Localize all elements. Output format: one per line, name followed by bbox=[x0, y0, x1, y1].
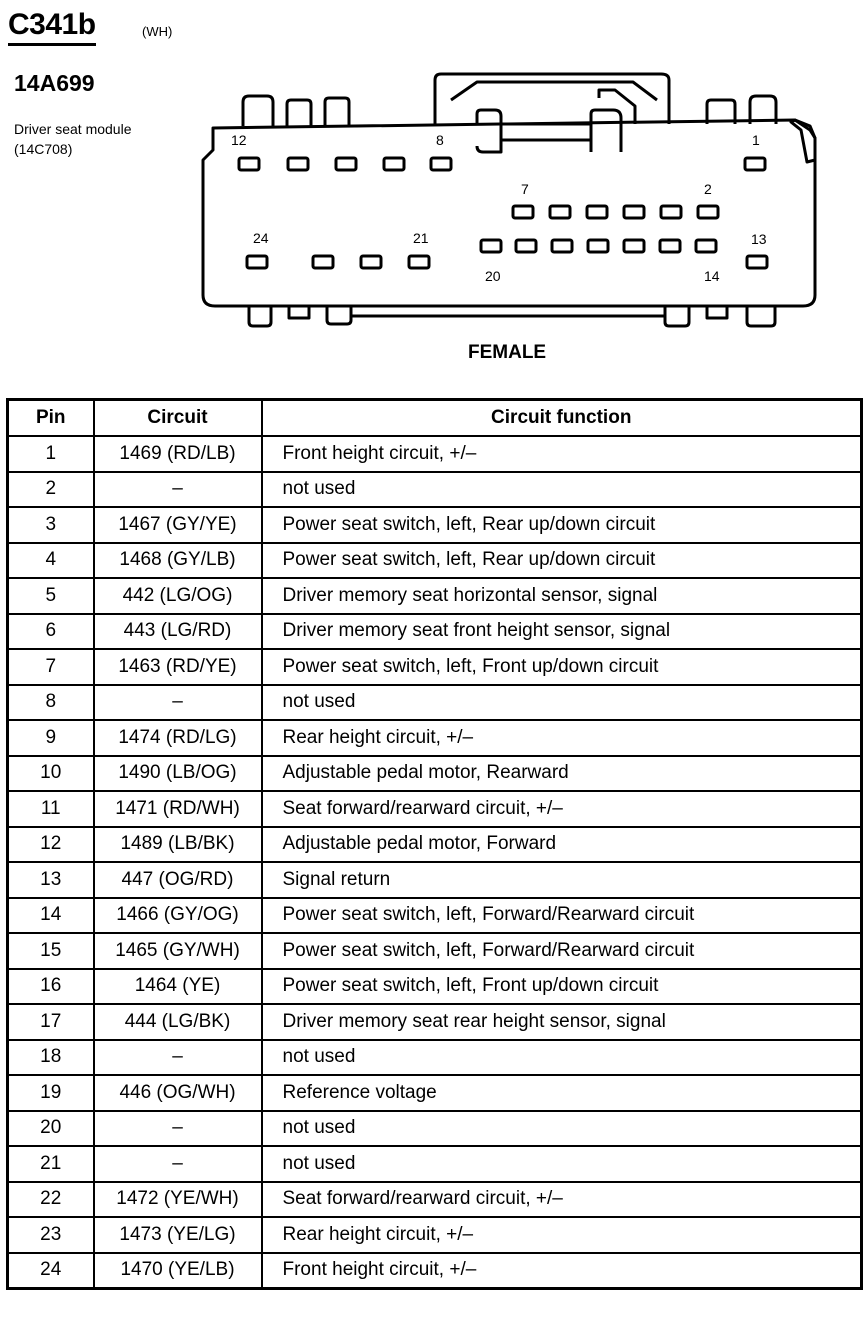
circuit-function-cell: not used bbox=[262, 472, 862, 508]
pin-cavity-22 bbox=[361, 256, 381, 268]
locking-latch bbox=[599, 90, 635, 124]
pin-cavity-7 bbox=[513, 206, 533, 218]
module-code: (14C708) bbox=[14, 141, 73, 157]
pin-cavity-1 bbox=[745, 158, 765, 170]
circuit-cell: 1489 (LB/BK) bbox=[94, 827, 262, 863]
circuit-cell: 1473 (YE/LG) bbox=[94, 1217, 262, 1253]
pin-number-cell: 5 bbox=[8, 578, 94, 614]
pin-cavity-14 bbox=[696, 240, 716, 252]
table-row bbox=[8, 1217, 862, 1253]
table-row bbox=[8, 614, 862, 650]
pin-number-cell: 10 bbox=[8, 756, 94, 792]
pin-cavity-18 bbox=[552, 240, 572, 252]
pin-label-24: 24 bbox=[253, 230, 269, 246]
circuit-cell: 1465 (GY/WH) bbox=[94, 933, 262, 969]
table-row bbox=[8, 1004, 862, 1040]
pin-cavity-23 bbox=[313, 256, 333, 268]
circuit-function-cell: not used bbox=[262, 1040, 862, 1076]
circuit-function-cell: not used bbox=[262, 1146, 862, 1182]
circuit-cell: 1472 (YE/WH) bbox=[94, 1182, 262, 1218]
pin-label-7: 7 bbox=[521, 181, 529, 197]
pin-number-cell: 17 bbox=[8, 1004, 94, 1040]
pin-cavity-4 bbox=[624, 206, 644, 218]
table-row bbox=[8, 1182, 862, 1218]
circuit-function-cell: not used bbox=[262, 1111, 862, 1147]
circuit-function-cell: Seat forward/rearward circuit, +/– bbox=[262, 791, 862, 827]
housing-tab bbox=[287, 100, 311, 126]
circuit-function-cell: Power seat switch, left, Forward/Rearward circuit bbox=[262, 898, 862, 934]
table-row bbox=[8, 1075, 862, 1111]
pin-label-12: 12 bbox=[231, 132, 247, 148]
table-row bbox=[8, 756, 862, 792]
pin-number-cell: 7 bbox=[8, 649, 94, 685]
locking-latch bbox=[477, 110, 501, 152]
pin-cavity-11 bbox=[288, 158, 308, 170]
circuit-cell: 446 (OG/WH) bbox=[94, 1075, 262, 1111]
table-row bbox=[8, 791, 862, 827]
table-row bbox=[8, 507, 862, 543]
circuit-function-cell: Front height circuit, +/– bbox=[262, 1253, 862, 1289]
pin-cavity-24 bbox=[247, 256, 267, 268]
circuit-function-cell: Driver memory seat horizontal sensor, signal bbox=[262, 578, 862, 614]
circuit-cell: – bbox=[94, 685, 262, 721]
circuit-function-cell: Adjustable pedal motor, Rearward bbox=[262, 756, 862, 792]
table-row bbox=[8, 1111, 862, 1147]
circuit-function-cell: Power seat switch, left, Forward/Rearward circuit bbox=[262, 933, 862, 969]
circuit-function-cell: Driver memory seat rear height sensor, signal bbox=[262, 1004, 862, 1040]
pin-label-14: 14 bbox=[704, 268, 720, 284]
circuit-function-cell: Front height circuit, +/– bbox=[262, 436, 862, 472]
circuit-function-cell: Adjustable pedal motor, Forward bbox=[262, 827, 862, 863]
pin-cavity-10 bbox=[336, 158, 356, 170]
pin-cavity-15 bbox=[660, 240, 680, 252]
connector-id: C341b bbox=[8, 8, 96, 46]
pin-number-cell: 3 bbox=[8, 507, 94, 543]
pin-number-cell: 19 bbox=[8, 1075, 94, 1111]
table-row bbox=[8, 933, 862, 969]
circuit-cell: 1474 (RD/LG) bbox=[94, 720, 262, 756]
locking-latch bbox=[591, 110, 621, 152]
table-row bbox=[8, 1146, 862, 1182]
table-row bbox=[8, 649, 862, 685]
circuit-cell: – bbox=[94, 1146, 262, 1182]
pin-cavity-21 bbox=[409, 256, 429, 268]
module-part-number: 14A699 bbox=[14, 70, 95, 96]
pin-number-cell: 1 bbox=[8, 436, 94, 472]
circuit-function-cell: Power seat switch, left, Rear up/down circuit bbox=[262, 507, 862, 543]
table-row bbox=[8, 720, 862, 756]
housing-tab bbox=[747, 306, 775, 326]
pin-number-cell: 22 bbox=[8, 1182, 94, 1218]
table-row bbox=[8, 1253, 862, 1289]
pin-cavity-13 bbox=[747, 256, 767, 268]
pin-cavity-3 bbox=[661, 206, 681, 218]
table-row bbox=[8, 827, 862, 863]
pin-number-cell: 20 bbox=[8, 1111, 94, 1147]
table-header-row bbox=[8, 400, 862, 437]
pin-label-2: 2 bbox=[704, 181, 712, 197]
pin-cavity-17 bbox=[588, 240, 608, 252]
circuit-function-cell: Power seat switch, left, Rear up/down circuit bbox=[262, 543, 862, 579]
pin-number-cell: 16 bbox=[8, 969, 94, 1005]
pinout-table bbox=[6, 398, 863, 1290]
circuit-function-cell: Power seat switch, left, Front up/down circuit bbox=[262, 969, 862, 1005]
pin-number-cell: 13 bbox=[8, 862, 94, 898]
circuit-cell: 1463 (RD/YE) bbox=[94, 649, 262, 685]
connector-face-diagram bbox=[195, 70, 825, 332]
circuit-cell: 1490 (LB/OG) bbox=[94, 756, 262, 792]
pin-label-1: 1 bbox=[752, 132, 760, 148]
table-row bbox=[8, 436, 862, 472]
pin-label-8: 8 bbox=[436, 132, 444, 148]
housing-tab bbox=[325, 98, 349, 126]
connector-gender: FEMALE bbox=[468, 342, 547, 363]
circuit-function-cell: Reference voltage bbox=[262, 1075, 862, 1111]
pin-number-cell: 6 bbox=[8, 614, 94, 650]
circuit-function-cell: not used bbox=[262, 685, 862, 721]
locking-latch bbox=[501, 124, 591, 140]
housing-tab bbox=[289, 306, 309, 318]
pin-label-20: 20 bbox=[485, 268, 501, 284]
circuit-cell: 1470 (YE/LB) bbox=[94, 1253, 262, 1289]
connector-housing bbox=[203, 120, 815, 306]
column-header-function: Circuit function bbox=[262, 400, 862, 437]
circuit-function-cell: Seat forward/rearward circuit, +/– bbox=[262, 1182, 862, 1218]
column-header-pin: Pin bbox=[8, 400, 94, 437]
circuit-cell: 1466 (GY/OG) bbox=[94, 898, 262, 934]
pin-number-cell: 14 bbox=[8, 898, 94, 934]
pin-label-21: 21 bbox=[413, 230, 429, 246]
pin-cavity-6 bbox=[550, 206, 570, 218]
pin-number-cell: 8 bbox=[8, 685, 94, 721]
module-name: Driver seat module bbox=[14, 121, 132, 137]
circuit-function-cell: Signal return bbox=[262, 862, 862, 898]
pin-number-cell: 2 bbox=[8, 472, 94, 508]
circuit-function-cell: Power seat switch, left, Front up/down circuit bbox=[262, 649, 862, 685]
housing-tab bbox=[665, 306, 689, 326]
circuit-cell: 1464 (YE) bbox=[94, 969, 262, 1005]
table-row bbox=[8, 1040, 862, 1076]
table-row bbox=[8, 472, 862, 508]
pin-number-cell: 21 bbox=[8, 1146, 94, 1182]
column-header-circuit: Circuit bbox=[94, 400, 262, 437]
circuit-cell: 1467 (GY/YE) bbox=[94, 507, 262, 543]
pin-cavity-9 bbox=[384, 158, 404, 170]
table-row bbox=[8, 862, 862, 898]
circuit-function-cell: Driver memory seat front height sensor, signal bbox=[262, 614, 862, 650]
connector-color-code: (WH) bbox=[142, 24, 173, 39]
circuit-cell: 1469 (RD/LB) bbox=[94, 436, 262, 472]
circuit-cell: 447 (OG/RD) bbox=[94, 862, 262, 898]
table-row bbox=[8, 969, 862, 1005]
pin-label-13: 13 bbox=[751, 231, 767, 247]
pin-number-cell: 9 bbox=[8, 720, 94, 756]
housing-tab bbox=[249, 306, 271, 326]
pin-cavity-8 bbox=[431, 158, 451, 170]
circuit-cell: 1468 (GY/LB) bbox=[94, 543, 262, 579]
pin-cavity-19 bbox=[516, 240, 536, 252]
circuit-function-cell: Rear height circuit, +/– bbox=[262, 720, 862, 756]
housing-tab bbox=[707, 306, 727, 318]
pin-cavity-16 bbox=[624, 240, 644, 252]
pin-cavity-2 bbox=[698, 206, 718, 218]
circuit-function-cell: Rear height circuit, +/– bbox=[262, 1217, 862, 1253]
circuit-cell: 1471 (RD/WH) bbox=[94, 791, 262, 827]
pin-number-cell: 18 bbox=[8, 1040, 94, 1076]
table-row bbox=[8, 543, 862, 579]
circuit-cell: 443 (LG/RD) bbox=[94, 614, 262, 650]
housing-tab bbox=[243, 96, 273, 126]
table-row bbox=[8, 898, 862, 934]
table-row bbox=[8, 578, 862, 614]
table-row bbox=[8, 685, 862, 721]
circuit-cell: 442 (LG/OG) bbox=[94, 578, 262, 614]
pin-number-cell: 4 bbox=[8, 543, 94, 579]
circuit-cell: – bbox=[94, 1111, 262, 1147]
circuit-cell: 444 (LG/BK) bbox=[94, 1004, 262, 1040]
pin-number-cell: 15 bbox=[8, 933, 94, 969]
pin-cavity-12 bbox=[239, 158, 259, 170]
housing-tab bbox=[327, 306, 351, 324]
pin-cavity-5 bbox=[587, 206, 607, 218]
pin-number-cell: 11 bbox=[8, 791, 94, 827]
pin-cavity-20 bbox=[481, 240, 501, 252]
circuit-cell: – bbox=[94, 1040, 262, 1076]
pin-number-cell: 12 bbox=[8, 827, 94, 863]
circuit-cell: – bbox=[94, 472, 262, 508]
pin-number-cell: 24 bbox=[8, 1253, 94, 1289]
pin-number-cell: 23 bbox=[8, 1217, 94, 1253]
